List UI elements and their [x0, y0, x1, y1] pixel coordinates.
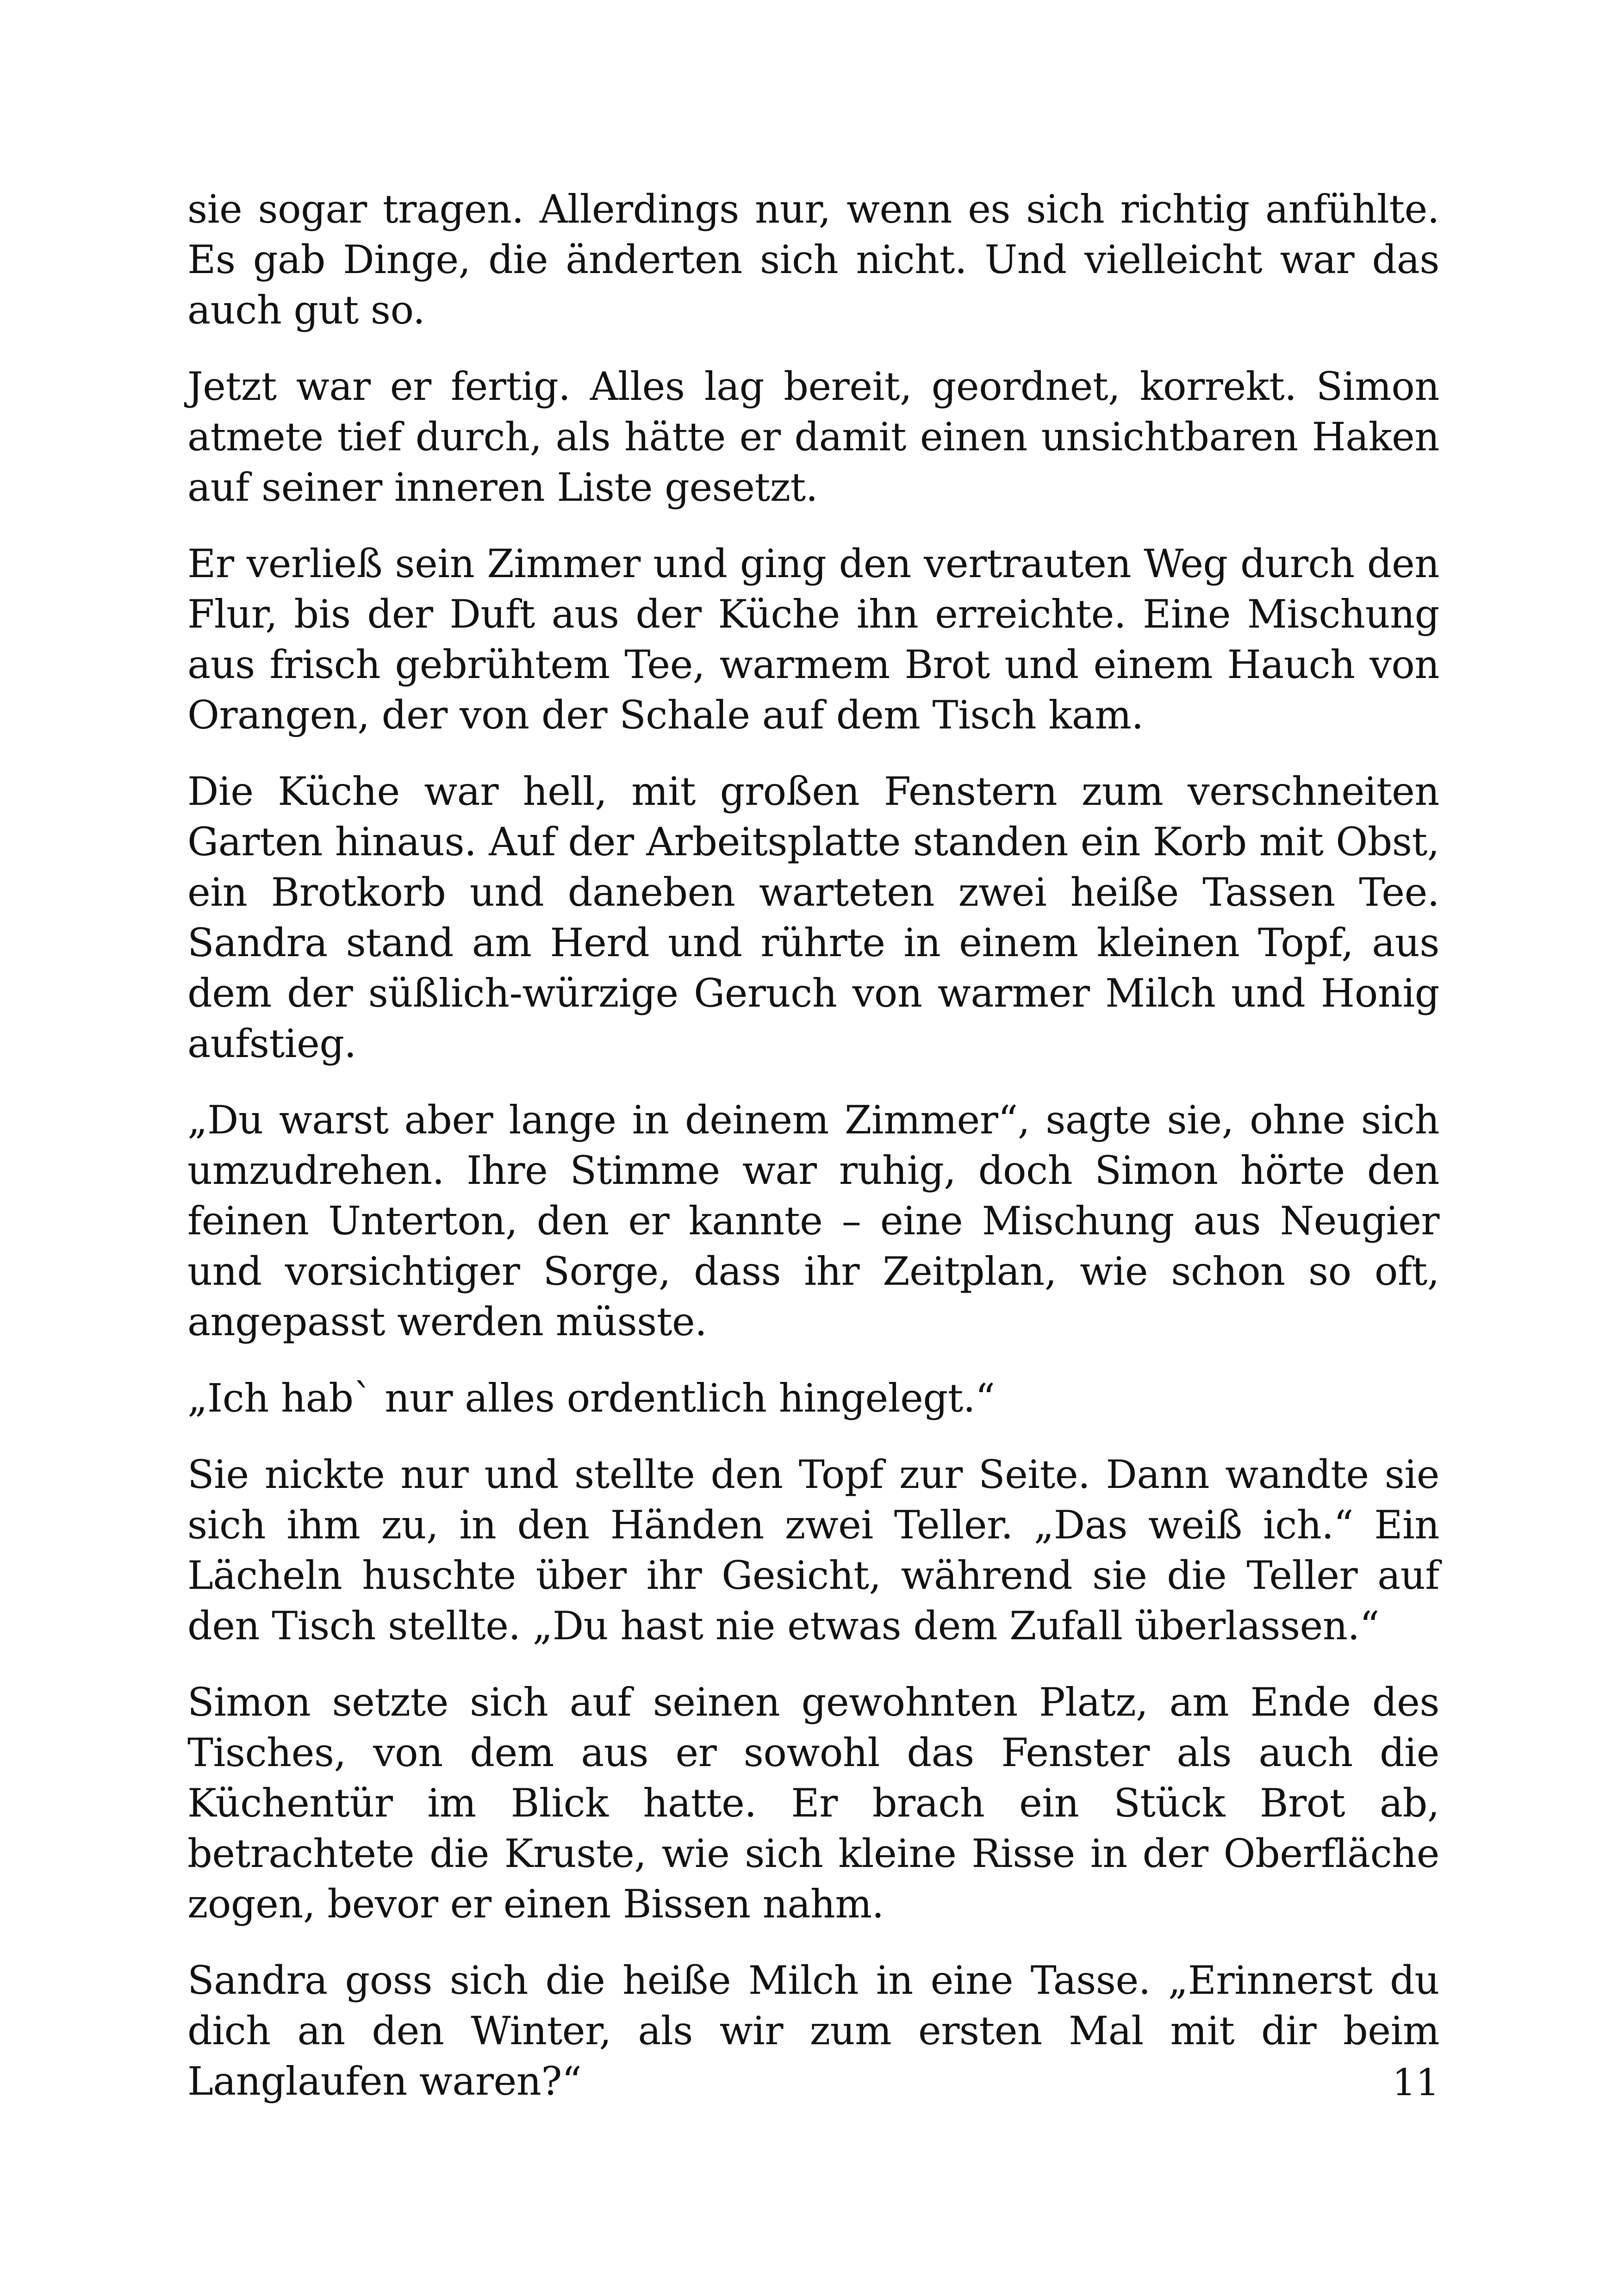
paragraph: Jetzt war er fertig. Alles lag bereit, geordnet, korrekt. Simon atmete tief durch, als hätte er damit einen unsichtbaren Haken auf seiner inneren Liste gesetzt.	[187, 364, 1439, 510]
paragraph: Simon setzte sich auf seinen gewohnten Platz, am Ende des Tisches, von dem aus er sowohl das Fenster als auch die Küchentür im Blick hatte. Er brach ein Stück Brot ab, betrachtete die Kruste, wie sich kleine Risse in der Oberfläche zogen, bevor er einen Bissen nahm.	[187, 1680, 1439, 1927]
paragraph: „Du warst aber lange in deinem Zimmer“, sagte sie, ohne sich umzudrehen. Ihre Stimme war ruhig, doch Simon hörte den feinen Unterton, den er kannte – eine Mischung aus Neugier und vorsichtiger Sorge, dass ihr Zeitplan, wie schon so oft, angepasst werden müsste.	[187, 1097, 1439, 1344]
page-number: 11	[1392, 2061, 1439, 2104]
paragraph: sie sogar tragen. Allerdings nur, wenn es sich richtig anfühlte. Es gab Dinge, die änderten sich nicht. Und vielleicht war das auch gut so.	[187, 187, 1439, 333]
paragraph: Er verließ sein Zimmer und ging den vertrauten Weg durch den Flur, bis der Duft aus der Küche ihn erreichte. Eine Mischung aus frisch gebrühtem Tee, warmem Brot und einem Hauch von Orangen, der von der Schale auf dem Tisch kam.	[187, 541, 1439, 738]
paragraph: Die Küche war hell, mit großen Fenstern zum verschneiten Garten hinaus. Auf der Arbeitsplatte standen ein Korb mit Obst, ein Brotkorb und daneben warteten zwei heiße Tassen Tee. Sandra stand am Herd und rührte in einem kleinen Topf, aus dem der süßlich-würzige Geruch von warmer Milch und Honig aufstieg.	[187, 769, 1439, 1066]
paragraph: Sie nickte nur und stellte den Topf zur Seite. Dann wandte sie sich ihm zu, in den Händen zwei Teller. „Das weiß ich.“ Ein Lächeln huschte über ihr Gesicht, während sie die Teller auf den Tisch stellte. „Du hast nie etwas dem Zufall überlassen.“	[187, 1452, 1439, 1649]
body-text	[187, 184, 1439, 2133]
paragraph: „Ich hab` nur alles ordentlich hingelegt.“	[187, 1375, 995, 1421]
paragraph: Sandra goss sich die heiße Milch in eine Tasse. „Erinnerst du dich an den Winter, als wir zum ersten Mal mit dir beim Langlaufen waren?“	[187, 1958, 1439, 2104]
